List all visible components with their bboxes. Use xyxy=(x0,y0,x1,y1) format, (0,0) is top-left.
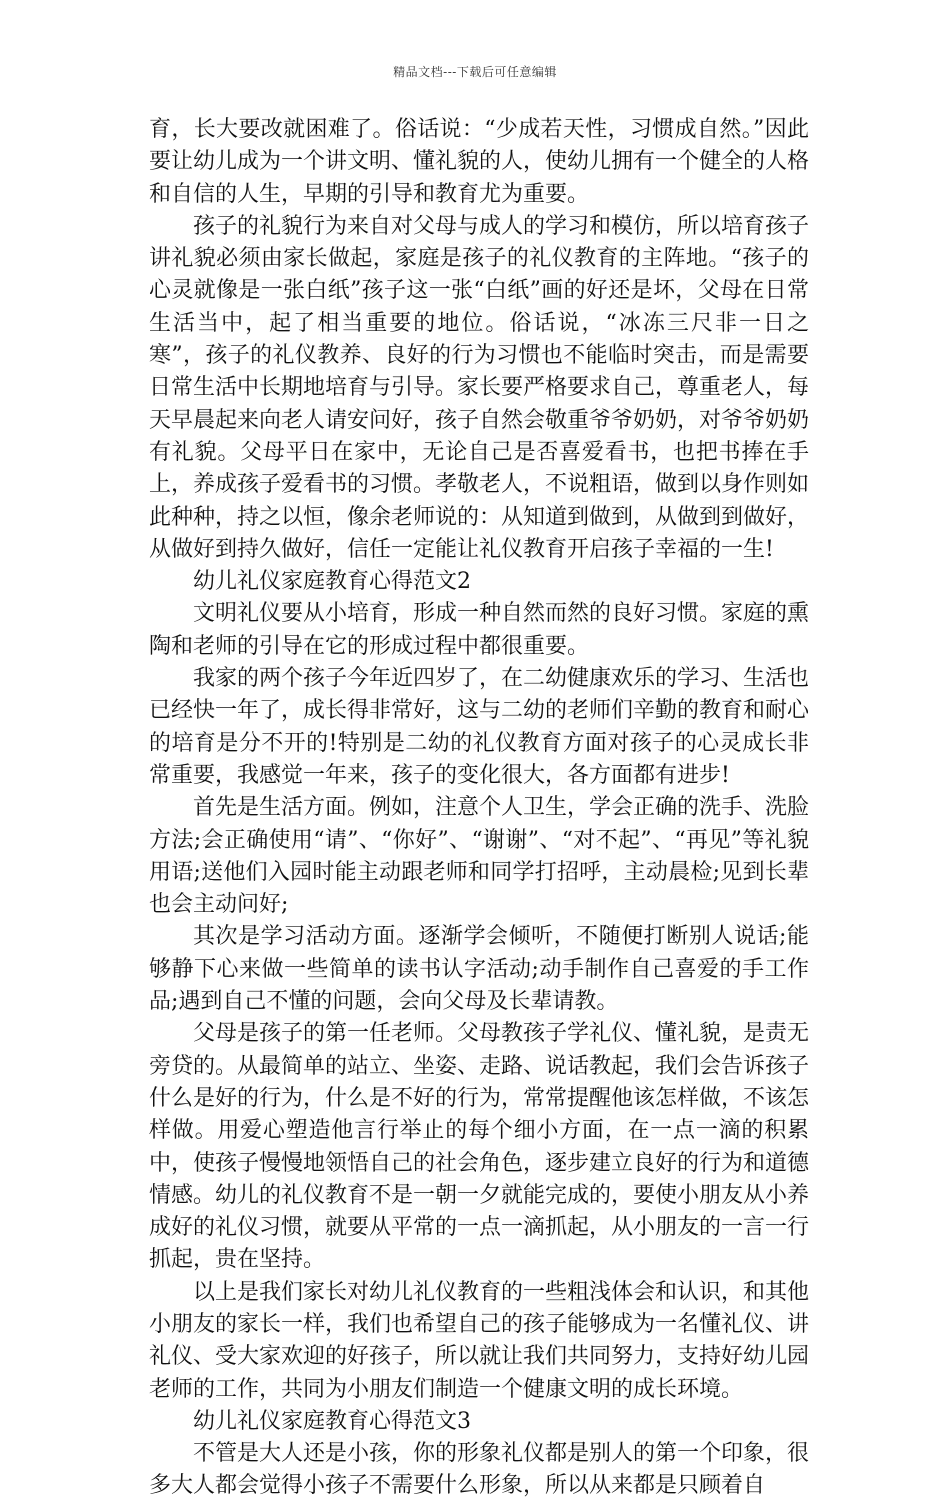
paragraph: 孩子的礼貌行为来自对父母与成人的学习和模仿，所以培育孩子讲礼貌必须由家长做起，家庭是孩子的礼仪教育的主阵地。“孩子的心灵就像是一张白纸”孩子这一张“白纸”画的好还是坏，父母在日常生活当中，起了相当重要的地位。俗话说，“冰冻三尺非一日之寒”，孩子的礼仪教养、良好的行为习惯也不能临时突击，而是需要日常生活中长期地培育与引导。家长要严格要求自己，尊重老人，每天早晨起来向老人请安问好，孩子自然会敬重爷爷奶奶，对爷爷奶奶有礼貌。父母平日在家中，无论自己是否喜爱看书，也把书捧在手上，养成孩子爱看书的习惯。孝敬老人，不说粗语，做到以身作则如此种种，持之以恒，像余老师说的：从知道到做到，从做到到做好，从做好到持久做好，信任一定能让礼仪教育开启孩子幸福的一生! xyxy=(149,213,810,562)
paragraph: 父母是孩子的第一任老师。父母教孩子学礼仪、懂礼貌，是责无旁贷的。从最简单的站立、坐姿、走路、说话教起，我们会告诉孩子什么是好的行为，什么是不好的行为，常常提醒他该怎样做，不该怎样做。用爱心塑造他言行举止的每个细小方面，在一点一滴的积累中，使孩子慢慢地领悟自己的社会角色，逐步建立良好的行为和道德情感。幼儿的礼仪教育不是一朝一夕就能完成的，要使小朋友从小养成好的礼仪习惯，就要从平常的一点一滴抓起，从小朋友的一言一行抓起，贵在坚持。 xyxy=(149,1021,810,1273)
section-heading-3: 幼儿礼仪家庭教育心得范文3 xyxy=(193,1408,471,1434)
paragraph: 不管是大人还是小孩，你的形象礼仪都是别人的第一个印象，很多大人都会觉得小孩子不需要什么形象，所以从来都是只顾着自 xyxy=(149,1441,810,1499)
paragraph: 以上是我们家长对幼儿礼仪教育的一些粗浅体会和认识，和其他小朋友的家长一样，我们也希望自己的孩子能够成为一名懂礼仪、讲礼仪、受大家欢迎的好孩子，所以就让我们共同努力，支持好幼儿园老师的工作，共同为小朋友们制造一个健康文明的成长环境。 xyxy=(149,1279,810,1402)
paragraph: 我家的两个孩子今年近四岁了，在二幼健康欢乐的学习、生活也已经快一年了，成长得非常好，这与二幼的老师们辛勤的教育和耐心的培育是分不开的!特别是二幼的礼仪教育方面对孩子的心灵成长非常重要，我感觉一年来，孩子的变化很大，各方面都有进步! xyxy=(149,666,810,788)
paragraph-continuation: 育，长大要改就困难了。俗话说：“少成若天性，习惯成自然。”因此要让幼儿成为一个讲文明、懂礼貌的人，使幼儿拥有一个健全的人格和自信的人生，早期的引导和教育尤为重要。 xyxy=(149,117,810,207)
section-heading-2: 幼儿礼仪家庭教育心得范文2 xyxy=(193,569,471,595)
paragraph: 首先是生活方面。例如，注意个人卫生，学会正确的洗手、洗脸方法;会正确使用“请”、“你好”、“谢谢”、“对不起”、“再见”等礼貌用语;送他们入园时能主动跟老师和同学打招呼，主动晨检;见到长辈也会主动问好; xyxy=(149,795,810,918)
page-header: 精品文档---下载后可任意编辑 xyxy=(393,65,557,79)
paragraph: 其次是学习活动方面。逐渐学会倾听，不随便打断别人说话;能够静下心来做一些简单的读书认字活动;动手制作自己喜爱的手工作品;遇到自己不懂的问题，会向父母及长辈请教。 xyxy=(149,924,809,1015)
document-body xyxy=(149,114,809,1503)
paragraph: 文明礼仪要从小培育，形成一种自然而然的良好习惯。家庭的熏陶和老师的引导在它的形成过程中都很重要。 xyxy=(149,601,810,659)
